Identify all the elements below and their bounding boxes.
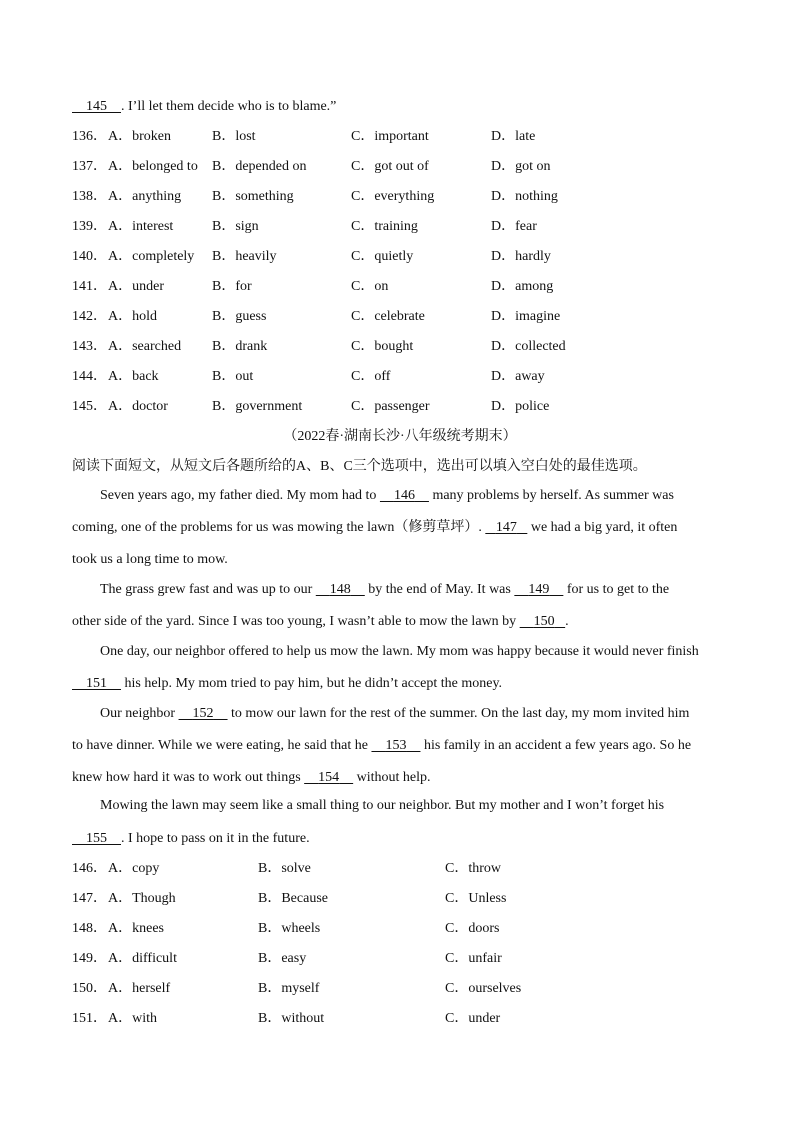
option-d[interactable]: D．got on — [491, 159, 551, 174]
option-b[interactable]: B．wheels — [258, 921, 321, 936]
option-a[interactable]: A．Though — [108, 891, 176, 906]
option-a[interactable]: A．under — [108, 279, 164, 294]
passage-line: knew how hard it was to work out things 154 without help. — [72, 770, 431, 785]
question-number: 151． — [72, 1011, 107, 1026]
option-d[interactable]: D．among — [491, 279, 554, 294]
option-c[interactable]: C．bought — [351, 339, 414, 354]
passage-line: Our neighbor 152 to mow our lawn for the rest of the summer. On the last day, my mom invited him — [100, 706, 690, 721]
option-c[interactable]: C．quietly — [351, 249, 414, 264]
passage-line: Seven years ago, my father died. My mom had to 146 many problems by herself. As summer was — [100, 488, 674, 503]
passage-line: Mowing the lawn may seem like a small thing to our neighbor. But my mother and I won’t forget his — [100, 798, 665, 813]
question-number: 150． — [72, 981, 107, 996]
passage-line: 151 his help. My mom tried to pay him, but he didn’t accept the money. — [72, 675, 502, 693]
option-b[interactable]: B．Because — [258, 891, 328, 906]
question-number: 148． — [72, 921, 107, 936]
option-a[interactable]: A．broken — [108, 129, 171, 144]
passage-ending-line — [72, 98, 336, 116]
question-number: 138． — [72, 189, 107, 204]
blank-148: 148 — [329, 582, 351, 597]
option-c[interactable]: C．got out of — [351, 159, 429, 174]
option-a[interactable]: A．completely — [108, 249, 195, 264]
option-b[interactable]: B．heavily — [212, 249, 277, 264]
blank-146: 146 — [393, 488, 415, 503]
option-a[interactable]: A．copy — [108, 861, 160, 876]
option-c[interactable]: C．celebrate — [351, 309, 425, 324]
option-d[interactable]: D．nothing — [491, 189, 558, 204]
option-c[interactable]: C．training — [351, 219, 418, 234]
option-d[interactable]: D．away — [491, 369, 545, 384]
passage-line: coming, one of the problems for us was mowing the lawn（修剪草坪）. 147 we had a big yard, it often — [72, 520, 678, 535]
option-a[interactable]: A．back — [108, 369, 159, 384]
question-number: 142． — [72, 309, 107, 324]
question-number: 141． — [72, 279, 107, 294]
blank-149: 149 — [528, 582, 550, 597]
passage-line: One day, our neighbor offered to help us mow the lawn. My mom was happy because it would never finish — [100, 644, 699, 659]
option-b[interactable]: B．guess — [212, 309, 267, 324]
option-c[interactable]: C．everything — [351, 189, 435, 204]
option-b[interactable]: B．lost — [212, 129, 256, 144]
question-number: 136． — [72, 129, 107, 144]
option-b[interactable]: B．easy — [258, 951, 307, 966]
passage-line: The grass grew fast and was up to our 148 by the end of May. It was 149 for us to get to the — [100, 582, 670, 597]
option-c[interactable]: C．unfair — [445, 951, 502, 966]
option-c[interactable]: C．ourselves — [445, 981, 522, 996]
option-c[interactable]: C．important — [351, 129, 429, 144]
blank-145: 145 — [86, 99, 107, 114]
passage-line: took us a long time to mow. — [72, 552, 228, 567]
passage-line: to have dinner. While we were eating, he said that he 153 his family in an accident a few years ago. So he — [72, 738, 692, 753]
option-c[interactable]: C．off — [351, 369, 391, 384]
blank-154: 154 — [318, 770, 340, 785]
option-c[interactable]: C．under — [445, 1011, 501, 1026]
option-a[interactable]: A．belonged to — [108, 159, 198, 174]
option-c[interactable]: C．passenger — [351, 399, 430, 414]
question-number: 149． — [72, 951, 107, 966]
blank-153: 153 — [385, 738, 407, 753]
question-number: 145． — [72, 399, 107, 414]
option-a[interactable]: A．anything — [108, 189, 182, 204]
option-b[interactable]: B．solve — [258, 861, 311, 876]
option-a[interactable]: A．difficult — [108, 951, 177, 966]
option-a[interactable]: A．knees — [108, 921, 164, 936]
option-d[interactable]: D．imagine — [491, 309, 561, 324]
question-number: 144． — [72, 369, 107, 384]
passage-line: 155 . I hope to pass on it in the future. — [72, 830, 310, 848]
option-d[interactable]: D．police — [491, 399, 550, 414]
instruction: 阅读下面短文，从短文后各题所给的A、B、C三个选项中，选出可以填入空白处的最佳选项。 — [72, 459, 647, 474]
blank-147: 147 — [495, 520, 517, 535]
sentence-text: . I’ll let them decide who is to blame.” — [121, 99, 337, 114]
option-a[interactable]: A．searched — [108, 339, 182, 354]
option-b[interactable]: B．government — [212, 399, 303, 414]
option-a[interactable]: A．with — [108, 1011, 157, 1026]
option-d[interactable]: D．late — [491, 129, 536, 144]
question-number: 146． — [72, 861, 107, 876]
question-number: 137． — [72, 159, 107, 174]
option-b[interactable]: B．without — [258, 1011, 325, 1026]
blank-151: 151 — [86, 676, 107, 691]
option-c[interactable]: C．doors — [445, 921, 500, 936]
passage-line: other side of the yard. Since I was too young, I wasn’t able to mow the lawn by 150 . — [72, 614, 569, 629]
option-b[interactable]: B．depended on — [212, 159, 307, 174]
option-c[interactable]: C．on — [351, 279, 389, 294]
question-number: 140． — [72, 249, 107, 264]
option-a[interactable]: A．herself — [108, 981, 171, 996]
option-c[interactable]: C．Unless — [445, 891, 507, 906]
option-a[interactable]: A．interest — [108, 219, 174, 234]
option-b[interactable]: B．something — [212, 189, 294, 204]
blank-150: 150 — [533, 614, 555, 629]
question-number: 147． — [72, 891, 107, 906]
option-b[interactable]: B．sign — [212, 219, 259, 234]
option-b[interactable]: B．myself — [258, 981, 320, 996]
option-d[interactable]: D．collected — [491, 339, 566, 354]
option-d[interactable]: D．fear — [491, 219, 537, 234]
option-b[interactable]: B．for — [212, 279, 252, 294]
blank-155: 155 — [86, 831, 107, 846]
question-number: 139． — [72, 219, 107, 234]
option-c[interactable]: C．throw — [445, 861, 501, 876]
blank-152: 152 — [192, 706, 214, 721]
option-a[interactable]: A．hold — [108, 309, 157, 324]
option-b[interactable]: B．out — [212, 369, 254, 384]
question-number: 143． — [72, 339, 107, 354]
option-d[interactable]: D．hardly — [491, 249, 551, 264]
source-note: （2022春·湖南长沙·八年级统考期末） — [283, 429, 517, 444]
option-b[interactable]: B．drank — [212, 339, 268, 354]
option-a[interactable]: A．doctor — [108, 399, 168, 414]
